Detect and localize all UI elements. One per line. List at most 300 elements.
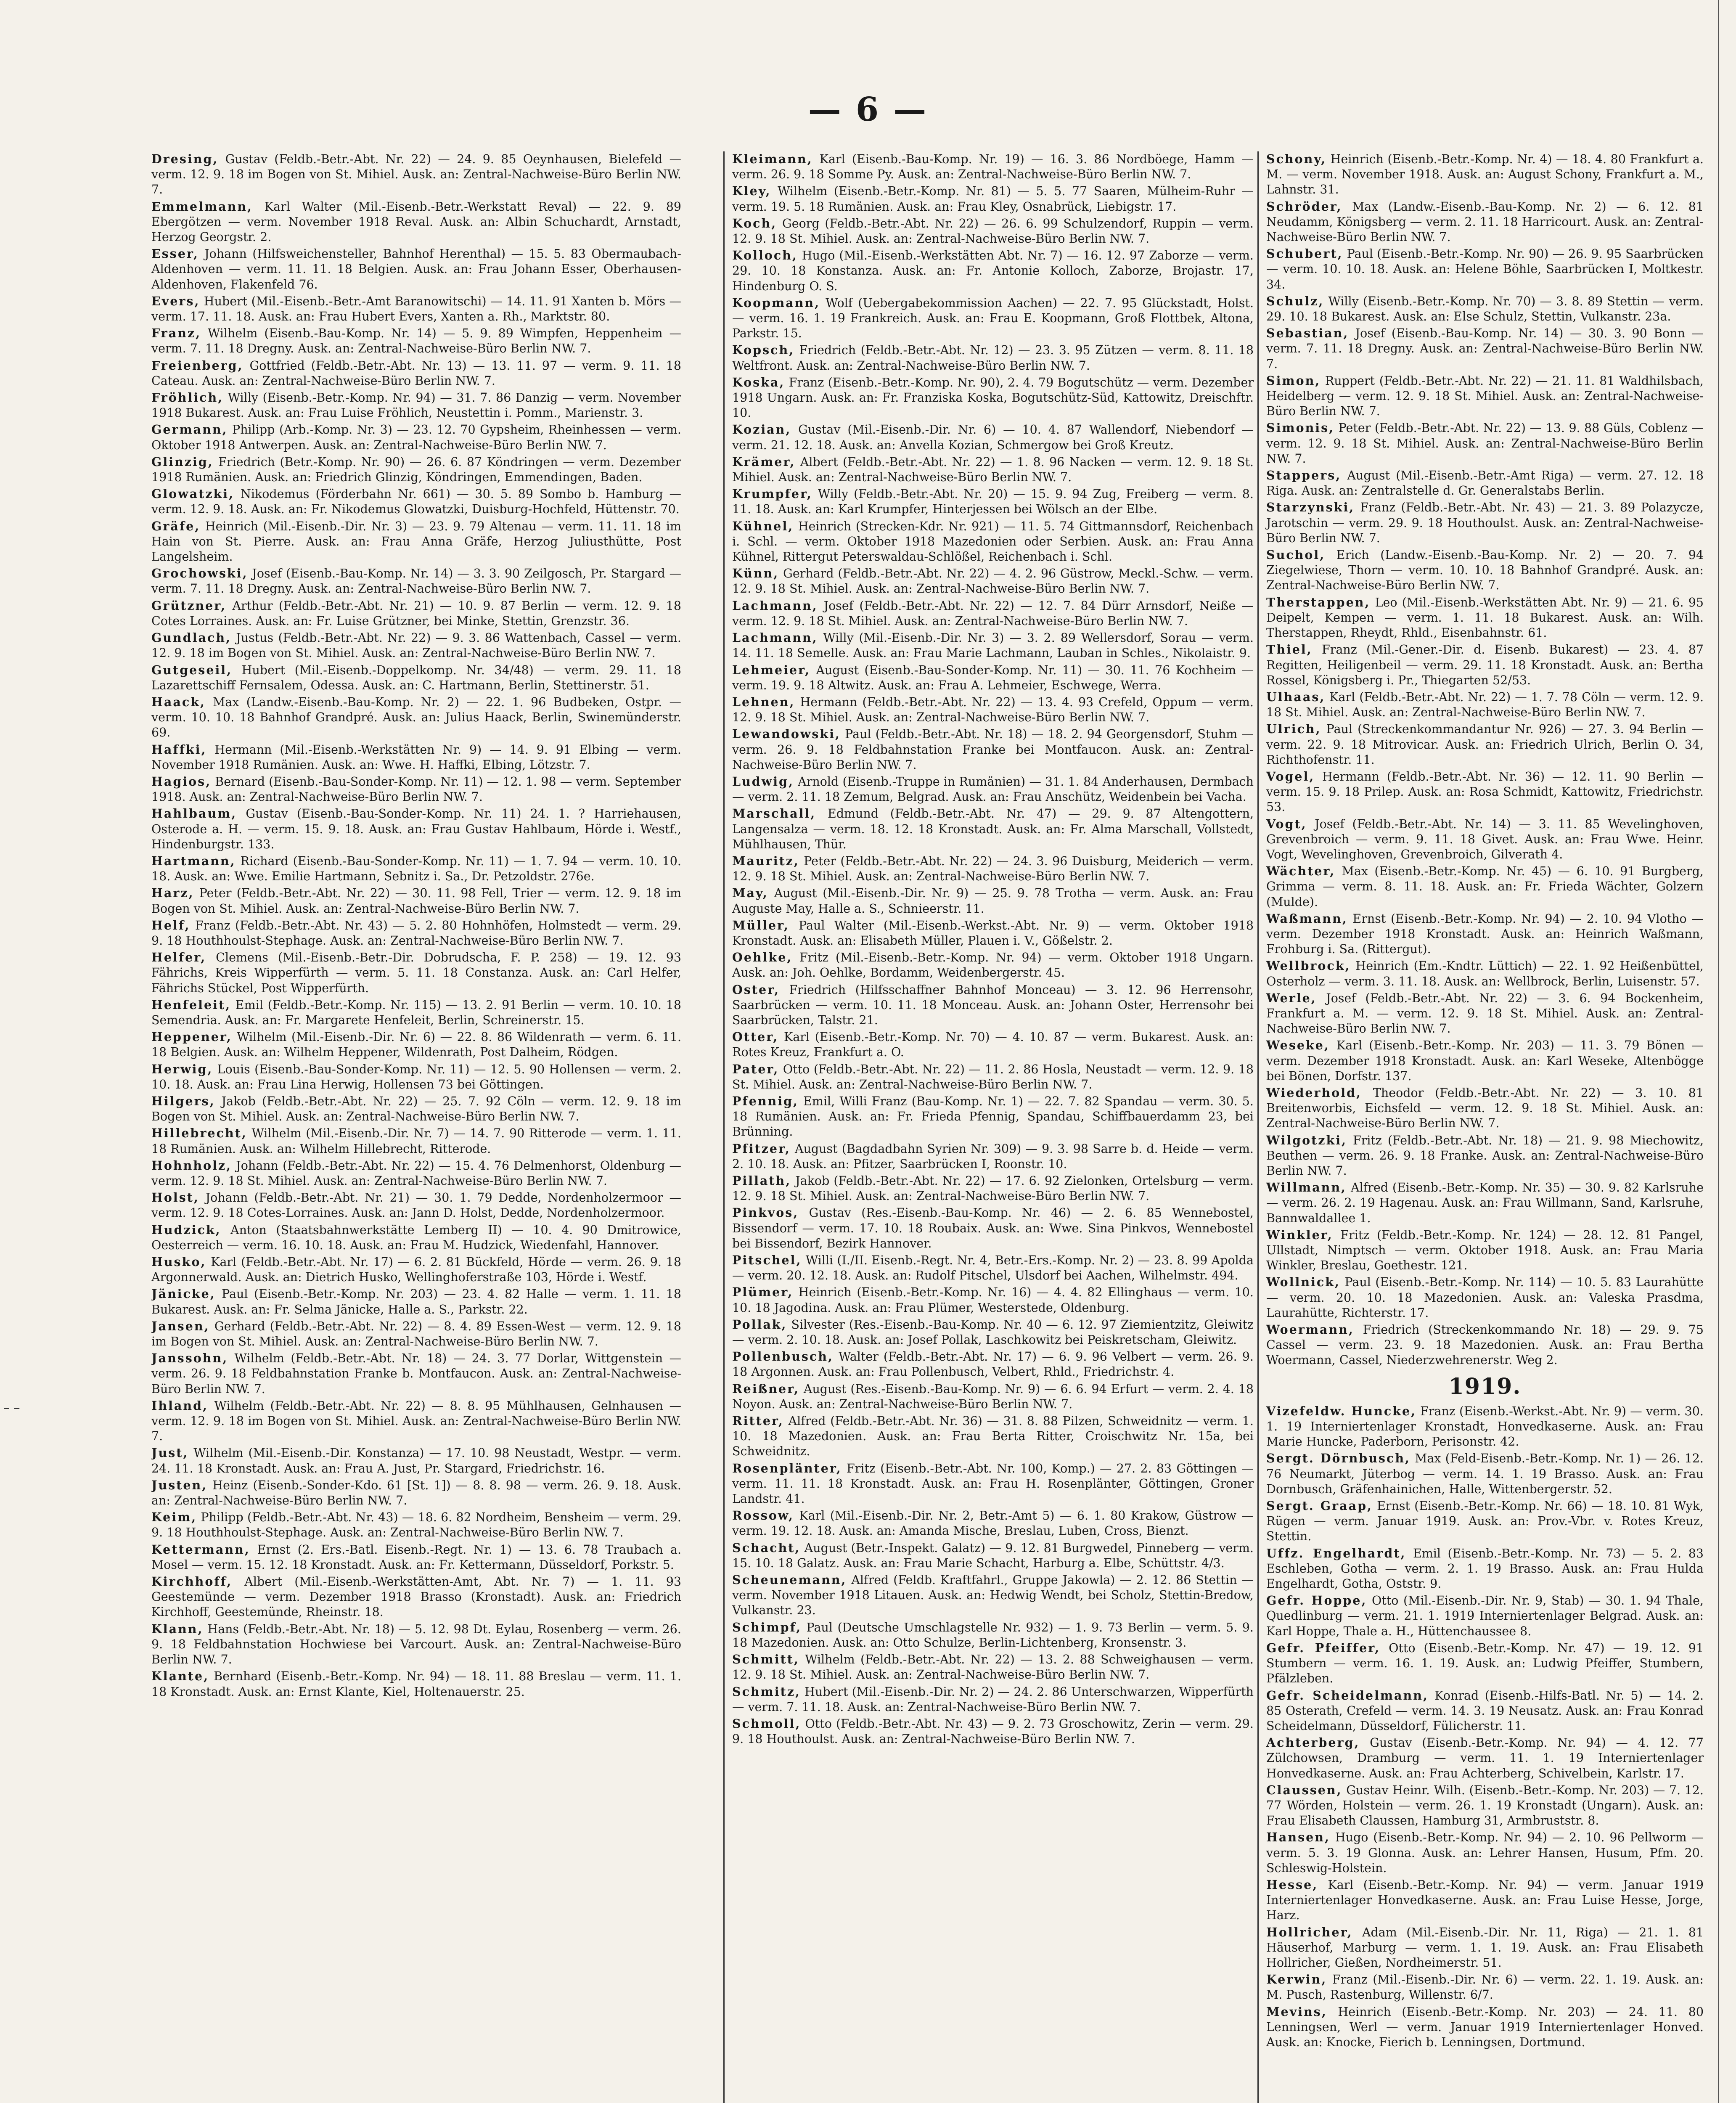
casualty-entry [151,1222,681,1253]
entry-surname: Kettermann, [151,1542,250,1557]
entry-details: Paul (Eisenb.-Betr.-Komp. Nr. 114) — 10. 5. 83 Laurahütte — verm. 20. 10. 18 Mazedonien. Ausk. an: Valeska Prasdma, Laurahütte, Richterstr. 17. [1266,1275,1704,1320]
entry-surname: Lehnen, [732,694,795,709]
entry-surname: Schubert, [1266,246,1343,261]
entry-surname: Schmitz, [732,1684,801,1699]
entry-surname: Ludwig, [732,774,794,789]
entry-surname: Wellbrock, [1266,959,1351,973]
entry-details: Emil (Feldb.-Betr.-Komp. Nr. 115) — 13. 2. 91 Berlin — verm. 10. 10. 18 Semendria. Ausk. an: Fr. Margarete Henfeleit, Berlin, Schreinerstr. 15. [151,998,681,1027]
casualty-entry [1266,595,1704,641]
entry-details: Fritz (Eisenb.-Betr.-Abt. Nr. 100, Komp.) — 27. 2. 83 Göttingen — verm. 11. 11. 18 Kronstadt. Ausk. an: Frau H. Rosenplänter, Göttingen, Groner Landstr. 41. [732,1461,1254,1506]
entry-details: Wilhelm (Eisenb.-Betr.-Komp. Nr. 81) — 5. 5. 77 Saaren, Mülheim-Ruhr — verm. 19. 5. 18 Rumänien. Ausk. an: Frau Kley, Osnabrück, Liebigstr. 17. [732,184,1254,214]
entry-surname: Jänicke, [151,1287,216,1301]
entry-details: Richard (Eisenb.-Bau-Sonder-Komp. Nr. 11) — 1. 7. 94 — verm. 10. 10. 18. Ausk. an: Wwe. Emilie Hartmann, Sebnitz i. Sa., Dr. Petzoldstr. 276e. [151,854,681,884]
entry-surname: Gräfe, [151,519,201,533]
entry-surname: Plümer, [732,1285,794,1300]
entry-surname: Therstappen, [1266,595,1371,609]
entry-details: August (Eisenb.-Bau-Sonder-Komp. Nr. 11) — 30. 11. 76 Kochheim — verm. 19. 9. 18 Altwitz. Ausk. an: Frau A. Lehmeier, Eschwege, Werra. [732,663,1254,692]
entry-surname: Claussen, [1266,1783,1342,1797]
entry-details: August (Res.-Eisenb.-Bau-Komp. Nr. 9) — 6. 6. 94 Erfurt — verm. 2. 4. 18 Noyon. Ausk. an: Zentral-Nachweise-Büro Berlin NW. 7. [732,1382,1254,1411]
entry-surname: Hesse, [1266,1877,1318,1892]
page-edge-line [1718,0,1719,2103]
entry-details: Clemens (Mil.-Eisenb.-Betr.-Dir. Dobrudscha, F. P. 258) — 19. 12. 93 Fährichs, Kreis Wipperfürth — verm. 5. 11. 18 Constanza. Ausk. an: Carl Helfer, Fährichs Stückel, Post Wipperfürth. [151,951,681,995]
entry-details: Gustav (Eisenb.-Bau-Sonder-Komp. Nr. 11) 24. 1. ? Harriehausen, Osterode a. H. — verm. 15. 9. 18. Ausk. an: Frau Gustav Hahlbaum, Hörde i. Westf., Hindenburgstr. 133. [151,807,681,851]
entry-surname: Sebastian, [1266,326,1349,341]
casualty-entry [1266,721,1704,768]
casualty-entry [1266,1830,1704,1876]
casualty-entry [1266,420,1704,466]
column-3 [1257,151,1704,2103]
entry-surname: Fröhlich, [151,390,224,405]
casualty-entry [1266,468,1704,498]
casualty-entry [732,342,1254,373]
entry-surname: Starzynski, [1266,500,1355,515]
entry-surname: Pater, [732,1062,779,1076]
entry-details: Wilhelm (Mil.-Eisenb.-Dir. Nr. 6) — 22. 8. 86 Wildenrath — verm. 6. 11. 18 Belgien. Ausk. an: Wilhelm Heppener, Wildenrath, Post Dalheim, Rödgen. [151,1030,681,1059]
entry-details: Karl (Feldb.-Betr.-Abt. Nr. 22) — 1. 7. 78 Cöln — verm. 12. 9. 18 St. Mihiel. Ausk. an: Zentral-Nachweise-Büro Berlin NW. 7. [1266,690,1704,720]
casualty-entry [151,774,681,805]
casualty-entry [1266,863,1704,910]
casualty-entry [732,1094,1254,1140]
entry-details: Hermann (Feldb.-Betr.-Abt. Nr. 36) — 12. 11. 90 Berlin — verm. 15. 9. 18 Prilep. Ausk. an: Rosa Schmidt, Kattowitz, Friedrichstr. 53. [1266,769,1704,814]
entry-details: Heinrich (Mil.-Eisenb.-Dir. Nr. 3) — 23. 9. 79 Altenau — verm. 11. 11. 18 im Hain von St. Pierre. Ausk. an: Frau Anna Gräfe, Herzog Juliusthütte, Post Langelsheim. [151,519,681,564]
casualty-entry [1266,1783,1704,1829]
entry-details: Hubert (Mil.-Eisenb.-Doppelkomp. Nr. 34/48) — verm. 29. 11. 18 Lazarettschiff Fernsalem, Odessa. Ausk. an: C. Hartmann, Berlin, Stettinerstr. 51. [151,663,681,692]
entry-surname: Oster, [732,982,780,997]
entry-details: Karl (Eisenb.-Betr.-Komp. Nr. 203) — 11. 3. 79 Bönen — verm. Dezember 1918 Kronstadt. Ausk. an: Karl Weseke, Altenbögge bei Bönen, Dorfstr. 137. [1266,1038,1704,1083]
casualty-entry [1266,1404,1704,1450]
entry-details: Wilhelm (Feldb.-Betr.-Abt. Nr. 18) — 24. 3. 77 Dorlar, Wittgenstein — verm. 26. 9. 18 Feldbahnstation Franke b. Montfaucon. Ausk. an: Zentral-Nachweise-Büro Berlin NW. 7. [151,1351,681,1396]
casualty-entry [1266,1877,1704,1923]
entry-surname: Holst, [151,1190,199,1205]
entry-details: Alfred (Feldb.-Betr.-Abt. Nr. 36) — 31. 8. 88 Pilzen, Schweidnitz — verm. 1. 10. 18 Mazedonien. Ausk. an: Frau Berta Ritter, Croischwitz Nr. 15a, bei Schweidnitz. [732,1414,1254,1459]
casualty-entry [151,918,681,948]
casualty-entry [151,486,681,517]
entry-details: Fritz (Feldb.-Betr.-Abt. Nr. 18) — 21. 9. 98 Miechowitz, Beuthen — verm. 26. 9. 18 Franke. Ausk. an: Zentral-Nachweise-Büro Berlin NW. 7. [1266,1133,1704,1178]
entry-details: Franz (Eisenb.-Betr.-Komp. Nr. 90), 2. 4. 79 Bogutschütz — verm. Dezember 1918 Ungarn. Ausk. an: Fr. Franziska Koska, Bogutschütz-Süd, Kattowitz, Dreischftr. 10. [732,375,1254,420]
column-1 [151,151,681,2103]
casualty-entry [732,774,1254,805]
casualty-entry [151,1621,681,1668]
entry-surname: Klante, [151,1669,209,1684]
casualty-entry [151,1510,681,1540]
entry-details: Karl (Eisenb.-Betr.-Komp. Nr. 70) — 4. 10. 87 — verm. Bukarest. Ausk. an: Rotes Kreuz, Frankfurt a. O. [732,1030,1254,1059]
casualty-entry [151,1398,681,1444]
casualty-entry [151,454,681,485]
entry-details: Franz (Feldb.-Betr.-Abt. Nr. 43) — 21. 3. 89 Polazycze, Jarotschin — verm. 29. 9. 18 Houthoulst. Ausk. an: Zentral-Nachweise-Büro Berlin NW. 7. [1266,501,1704,545]
entry-details: Otto (Mil.-Eisenb.-Dir. Nr. 9, Stab) — 30. 1. 94 Thale, Quedlinburg — verm. 21. 1. 1919 Interniertenlager Belgrad. Ausk. an: Karl Hoppe, Thale a. H., Hüttenchaussee 8. [1266,1594,1704,1638]
entry-details: Karl (Eisenb.-Betr.-Komp. Nr. 94) — verm. Januar 1919 Interniertenlager Honvedkaserne. Ausk. an: Frau Luise Hesse, Jorge, Harz. [1266,1878,1704,1923]
entry-surname: Grochowski, [151,566,248,581]
entry-details: Jakob (Feldb.-Betr.-Abt. Nr. 22) — 17. 6. 92 Zielonken, Ortelsburg — verm. 12. 9. 18 St. Mihiel. Ausk. an: Zentral-Nachweise-Büro Berlin NW. 7. [732,1174,1254,1203]
entry-details: Emil, Willi Franz (Bau-Komp. Nr. 1) — 22. 7. 82 Spandau — verm. 30. 5. 18 Rumänien. Ausk. an: Fr. Frieda Pfennig, Spandau, Schiffbauerdamm 23, bei Brünning. [732,1094,1254,1139]
entry-details: Alfred (Eisenb.-Betr.-Komp. Nr. 35) — 30. 9. 82 Karlsruhe — verm. 26. 2. 19 Hagenau. Ausk. an: Frau Willmann, Sand, Karlsruhe, Bannwaldallee 1. [1266,1181,1704,1225]
casualty-entry [1266,1038,1704,1084]
casualty-entry [151,246,681,292]
column-2 [723,151,1254,2103]
casualty-entry [732,630,1254,661]
entry-surname: Wilgotzki, [1266,1133,1347,1147]
entry-details: Gerhard (Feldb.-Betr.-Abt. Nr. 22) — 8. 4. 89 Essen-West — verm. 12. 9. 18 im Bogen von St. Mihiel. Ausk. an: Zentral-Nachweise-Büro Berlin NW. 7. [151,1319,681,1349]
entry-details: Erich (Landw.-Eisenb.-Bau-Komp. Nr. 2) — 20. 7. 94 Ziegelwiese, Thorn — verm. 10. 10. 18 Bahnhof Grandpré. Ausk. an: Zentral-Nachweise-Büro Berlin NW. 7. [1266,548,1704,593]
entry-details: Johann (Feldb.-Betr.-Abt. Nr. 22) — 15. 4. 76 Delmenhorst, Oldenburg — verm. 12. 9. 18 St. Mihiel. Ausk. an: Zentral-Nachweise-Büro Berlin NW. 7. [151,1158,681,1188]
entry-details: Ernst (Eisenb.-Betr.-Komp. Nr. 94) — 2. 10. 94 Vlotho — verm. Dezember 1918 Kronstadt. Ausk. an: Heinrich Waßmann, Frohburg i. Sa. (Rittergut). [1266,911,1704,956]
entry-surname: Helfer, [151,950,206,965]
entry-details: Arnold (Eisenb.-Truppe in Rumänien) — 31. 1. 84 Anderhausen, Dermbach — verm. 2. 11. 18 Zemum, Belgrad. Ausk. an: Frau Anschütz, Weidenbein bei Vacha. [732,774,1254,804]
entry-details: Heinrich (Strecken-Kdr. Nr. 921) — 11. 5. 74 Gittmannsdorf, Reichenbach i. Schl. — verm. Oktober 1918 Mazedonien oder Serbien. Ausk. an: Frau Anna Kühnel, Rittergut Peterswaldau-Schlößel, Reichenbach i. Schl. [732,519,1254,564]
entry-surname: Evers, [151,294,200,308]
entry-surname: Pitschel, [732,1253,802,1268]
casualty-entry [1266,547,1704,593]
entry-details: Willy (Eisenb.-Betr.-Komp. Nr. 70) — 3. 8. 89 Stettin — verm. 29. 10. 18 Bukarest. Ausk. an: Else Schulz, Stettin, Vulkanstr. 23a. [1266,294,1704,324]
casualty-entry [732,1572,1254,1618]
casualty-entry [732,1205,1254,1251]
casualty-entry [151,598,681,629]
casualty-entry [151,950,681,996]
entry-details: Gustav (Mil.-Eisenb.-Dir. Nr. 6) — 10. 4. 87 Wallendorf, Niebendorf — verm. 21. 12. 18. Ausk. an: Anvella Kozian, Schmergow bei Groß Kreutz. [732,423,1254,452]
entry-details: Friedrich (Feldb.-Betr.-Abt. Nr. 12) — 23. 3. 95 Zützen — verm. 8. 11. 18 Weltfront. Ausk. an: Zentral-Nachweise-Büro Berlin NW. 7. [732,343,1254,373]
entry-surname: Werle, [1266,991,1317,1005]
entry-details: Hugo (Mil.-Eisenb.-Werkstätten Abt. Nr. 7) — 16. 12. 97 Zaborze — verm. 29. 10. 18 Konstanza. Ausk. an: Fr. Antonie Kolloch, Zaborze, Brojastr. 17, Hindenburg O. S. [732,249,1254,293]
casualty-entry [732,1029,1254,1060]
entry-surname: Gefr. Pfeiffer, [1266,1640,1381,1655]
entry-details: August (Mil.-Eisenb.-Dir. Nr. 9) — 25. 9. 78 Trotha — verm. Ausk. an: Frau Auguste May, Halle a. S., Schnieerstr. 11. [732,886,1254,916]
casualty-entry [732,662,1254,693]
casualty-entry [1266,958,1704,989]
casualty-entry [1266,991,1704,1037]
casualty-entry [151,1126,681,1156]
casualty-entry [151,151,681,198]
entry-surname: Hartmann, [151,853,236,868]
casualty-entry [151,1029,681,1060]
entry-surname: Gutgeseil, [151,662,233,677]
casualty-entry [732,183,1254,214]
casualty-entry [732,248,1254,294]
entry-surname: Jansen, [151,1319,210,1333]
entry-details: Ernst (2. Ers.-Batl. Eisenb.-Regt. Nr. 1) — 13. 6. 78 Traubach a. Mosel — verm. 15. 12. 18 Kronstadt. Ausk. an: Fr. Kettermann, Düsseldorf, Porkstr. 5. [151,1542,681,1572]
casualty-entry [732,454,1254,485]
year-heading: 1919. [1448,1373,1522,1399]
entry-surname: Schmoll, [732,1716,801,1731]
entry-surname: Vogel, [1266,769,1315,784]
casualty-entry [151,1286,681,1317]
entry-details: Josef (Eisenb.-Bau-Komp. Nr. 14) — 3. 3. 90 Zeilgosch, Pr. Stargard — verm. 7. 11. 18 Dregny. Ausk. an: Zentral-Nachweise-Büro Berlin NW. 7. [151,567,681,596]
entry-surname: Kopsch, [732,343,795,358]
entry-details: Heinrich (Eisenb.-Betr.-Komp. Nr. 4) — 18. 4. 80 Frankfurt a. M. — verm. November 1918. Ausk. an: August Schony, Frankfurt a. M., Lahnstr. 31. [1266,152,1704,197]
entry-details: Georg (Feldb.-Betr.-Abt. Nr. 22) — 26. 6. 99 Schulzendorf, Ruppin — verm. 12. 9. 18 St. Mihiel. Ausk. an: Zentral-Nachweise-Büro Berlin NW. 7. [732,216,1254,246]
entry-surname: Rossow, [732,1508,794,1523]
entry-surname: Helf, [151,918,191,932]
casualty-entry [732,885,1254,916]
entry-details: Nikodemus (Förderbahn Nr. 661) — 30. 5. 89 Sombo b. Hamburg — verm. 12. 9. 18. Ausk. an: Fr. Nikodemus Glowatzki, Duisburg-Hochfeld, Hüttenstr. 70. [151,487,681,516]
entry-details: Karl (Eisenb.-Bau-Komp. Nr. 19) — 16. 3. 86 Nordböege, Hamm — verm. 26. 9. 18 Somme Py. Ausk. an: Zentral-Nachweise-Büro Berlin NW. 7. [732,152,1254,182]
entry-details: Fritz (Mil.-Eisenb.-Betr.-Komp. Nr. 94) — verm. Oktober 1918 Ungarn. Ausk. an: Joh. Oehlke, Bordamm, Weidenbergerstr. 45. [732,951,1254,980]
entry-surname: Hollricher, [1266,1925,1353,1939]
casualty-entry [151,1319,681,1349]
casualty-entry [732,1540,1254,1571]
casualty-entry [732,1716,1254,1747]
casualty-entry [732,1620,1254,1650]
entry-details: Paul (Feldb.-Betr.-Abt. Nr. 18) — 18. 2. 94 Georgensdorf, Stuhm — verm. 26. 9. 18 Feldbahnstation Franke bei Montfaucon. Ausk. an: Zentral-Nachweise-Büro Berlin NW. 7. [732,727,1254,772]
entry-surname: Pfitzer, [732,1141,791,1156]
entry-surname: Germann, [151,422,228,437]
entry-details: Bernhard (Eisenb.-Betr.-Komp. Nr. 94) — 18. 11. 88 Breslau — verm. 11. 1. 18 Kronstadt. Ausk. an: Ernst Klante, Kiel, Holtenauerstr. 25. [151,1669,681,1699]
casualty-entry [732,1285,1254,1315]
casualty-entry [151,1669,681,1699]
entry-details: Leo (Mil.-Eisenb.-Werkstätten Abt. Nr. 9) — 21. 6. 95 Deipelt, Kempen — verm. 1. 11. 18 Bukarest. Ausk. an: Wilh. Therstappen, Rheydt, Rhld., Eisenbahnstr. 61. [1266,595,1704,640]
casualty-entry [1266,1593,1704,1639]
casualty-entry [151,199,681,245]
entry-details: Friedrich (Betr.-Komp. Nr. 90) — 26. 6. 87 Köndringen — verm. Dezember 1918 Rumänien. Ausk. an: Friedrich Glinzig, Köndringen, Emmendingen, Baden. [151,455,681,485]
entry-details: Adam (Mil.-Eisenb.-Dir. Nr. 11, Riga) — 21. 1. 81 Häuserhof, Marburg — verm. 1. 1. 19. Ausk. an: Frau Elisabeth Hollricher, Gießen, Nordheimerstr. 51. [1266,1925,1704,1970]
entry-details: Hermann (Feldb.-Betr.-Abt. Nr. 22) — 13. 4. 93 Crefeld, Oppum — verm. 12. 9. 18 St. Mihiel. Ausk. an: Zentral-Nachweise-Büro Berlin NW. 7. [732,695,1254,725]
entry-surname: Woermann, [1266,1322,1354,1337]
entry-surname: Schröder, [1266,199,1342,214]
casualty-entry [1266,151,1704,198]
entry-surname: Wollnick, [1266,1275,1340,1290]
entry-details: August (Betr.-Inspekt. Galatz) — 9. 12. 81 Burgwedel, Pinneberg — verm. 15. 10. 18 Galatz. Ausk. an: Frau Marie Schacht, Harburg a. Elbe, Schüttstr. 4/3. [732,1541,1254,1570]
entry-details: Gerhard (Feldb.-Betr.-Abt. Nr. 22) — 4. 2. 96 Güstrow, Meckl.-Schw. — verm. 12. 9. 18 St. Mihiel. Ausk. an: Zentral-Nachweise-Büro Berlin NW. 7. [732,567,1254,596]
entry-surname: Koska, [732,375,785,389]
entry-details: Jakob (Feldb.-Betr.-Abt. Nr. 22) — 25. 7. 92 Cöln — verm. 12. 9. 18 im Bogen von St. Mihiel. Ausk. an: Zentral-Nachweise-Büro Berlin NW. 7. [151,1094,681,1124]
page-number: — 6 — [808,90,928,129]
entry-details: Heinrich (Em.-Kndtr. Lüttich) — 22. 1. 92 Heißenbüttel, Osterholz — verm. 3. 11. 18. Ausk. an: Wellbrock, Berlin, Luisenstr. 57. [1266,959,1704,988]
entry-surname: Lachmann, [732,598,818,613]
entry-surname: Müller, [732,918,789,932]
entry-surname: May, [732,886,768,901]
entry-details: Theodor (Feldb.-Betr.-Abt. Nr. 22) — 3. 10. 81 Breitenworbis, Eichsfeld — verm. 12. 9. 18 St. Mihiel. Ausk. an: Zentral-Nachweise-Büro Berlin NW. 7. [1266,1086,1704,1131]
entry-surname: Marschall, [732,806,816,821]
casualty-entry [1266,1925,1704,1971]
entry-surname: Hilgers, [151,1094,215,1108]
entry-surname: Ulhaas, [1266,689,1326,704]
casualty-entry [1266,642,1704,688]
casualty-entry [151,1190,681,1221]
casualty-entry [151,1062,681,1092]
entry-surname: Mevins, [1266,2004,1327,2019]
casualty-entry [732,950,1254,980]
entry-details: Willi (I./II. Eisenb.-Regt. Nr. 4, Betr.-Ers.-Komp. Nr. 2) — 23. 8. 99 Apolda — verm. 20. 12. 18. Ausk. an: Rudolf Pitschel, Ulsdorf bei Aachen, Wilhelmstr. 494. [732,1253,1254,1283]
entry-surname: Glinzig, [151,454,214,469]
entry-surname: Dresing, [151,152,219,166]
entry-surname: Glowatzki, [151,487,235,501]
entry-surname: Ulrich, [1266,722,1321,736]
casualty-entry [151,1254,681,1285]
entry-details: Gustav (Res.-Eisenb.-Bau-Komp. Nr. 46) — 2. 6. 85 Wennebostel, Bissendorf — verm. 17. 10. 18 Roubaix. Ausk. an: Wwe. Sina Pinkvos, Wennebostel bei Bissendorf, Bezirk Hannover. [732,1206,1254,1250]
entry-surname: Waßmann, [1266,911,1348,926]
casualty-entry [151,294,681,324]
entry-surname: Vogt, [1266,816,1307,831]
entry-details: Karl Walter (Mil.-Eisenb.-Betr.-Werkstatt Reval) — 22. 9. 89 Ebergötzen — verm. November 1918 Reval. Ausk. an: Albin Schuchardt, Arnstadt, Herzog Georgstr. 2. [151,199,681,244]
casualty-entry [732,1062,1254,1092]
entry-surname: Esser, [151,246,199,261]
casualty-entry [151,853,681,884]
casualty-entry [1266,1451,1704,1497]
entry-surname: Schulz, [1266,294,1324,308]
entry-details: Wilhelm (Feldb.-Betr.-Abt. Nr. 22) — 8. 8. 95 Mühlhausen, Gelnhausen — verm. 12. 9. 18 im Bogen von St. Mihiel. Ausk. an: Zentral-Nachweise-Büro Berlin NW. 7. [151,1398,681,1443]
entry-details: Heinrich (Eisenb.-Betr.-Komp. Nr. 203) — 24. 11. 80 Lenningsen, Werl — verm. Januar 1919 Interniertenlager Honved. Ausk. an: Knocke, Fierich b. Lenningsen, Dortmund. [1266,2005,1704,2049]
entry-details: Arthur (Feldb.-Betr.-Abt. Nr. 21) — 10. 9. 87 Berlin — verm. 12. 9. 18 Cotes Lorraines. Ausk. an: Fr. Luise Grützner, bei Minke, Stettin, Grenzstr. 36. [151,599,681,628]
casualty-entry [1266,199,1704,245]
entry-details: Edmund (Feldb.-Betr.-Abt. Nr. 47) — 29. 9. 87 Altengottern, Langensalza — verm. 18. 12. 18 Kronstadt. Ausk. an: Fr. Alma Marschall, Vollstedt, Mühlhausen, Thür. [732,807,1254,851]
entry-surname: Lachmann, [732,630,818,645]
entry-details: Josef (Feldb.-Betr.-Abt. Nr. 14) — 3. 11. 85 Wevelinghoven, Grevenbroich — verm. 9. 11. 18 Givet. Ausk. an: Frau Wwe. Heinr. Vogt, Wevelinghoven, Grevenbroich, Gilverath 4. [1266,817,1704,861]
casualty-entry [151,997,681,1028]
entry-surname: Heppener, [151,1030,232,1044]
entry-surname: Scheunemann, [732,1573,847,1587]
entry-surname: Kleimann, [732,152,813,166]
entry-surname: Freienberg, [151,358,243,373]
entry-surname: Sergt. Dörnbusch, [1266,1451,1410,1466]
entry-surname: Schacht, [732,1540,801,1555]
entry-details: Albert (Feldb.-Betr.-Abt. Nr. 22) — 1. 8. 96 Nacken — verm. 12. 9. 18 St. Mihiel. Ausk. an: Zentral-Nachweise-Büro Berlin NW. 7. [732,455,1254,485]
entry-surname: Hillebrecht, [151,1126,247,1141]
entry-surname: Weseke, [1266,1038,1330,1053]
casualty-entry [1266,816,1704,863]
entry-details: Willy (Mil.-Eisenb.-Dir. Nr. 3) — 3. 2. 89 Wellersdorf, Sorau — verm. 14. 11. 18 Semelle. Ausk. an: Frau Marie Lachmann, Lauban in Schles., Nikolaistr. 9. [732,631,1254,660]
entry-details: Gottfried (Feldb.-Betr.-Abt. Nr. 13) — 13. 11. 97 — verm. 9. 11. 18 Cateau. Ausk. an: Zentral-Nachweise-Büro Berlin NW. 7. [151,358,681,388]
casualty-entry [732,519,1254,565]
casualty-entry [732,1349,1254,1380]
entry-surname: Kirchhoff, [151,1574,233,1589]
casualty-entry [1266,500,1704,546]
casualty-entry [151,422,681,453]
entry-details: Anton (Staatsbahnwerkstätte Lemberg II) — 10. 4. 90 Dmitrowice, Oesterreich — verm. 16. 10. 18. Ausk. an: Frau M. Hudzick, Wiedenfahl, Hannover. [151,1223,681,1252]
entry-surname: Sergt. Graap, [1266,1499,1373,1513]
casualty-entry [732,1381,1254,1412]
entry-surname: Hohnholz, [151,1158,232,1173]
entry-surname: Wächter, [1266,864,1336,879]
entry-surname: Justen, [151,1478,208,1492]
entry-details: Wolf (Uebergabekommission Aachen) — 22. 7. 95 Glückstadt, Holst. — verm. 16. 1. 19 Frankreich. Ausk. an: Frau E. Koopmann, Groß Flottbek, Altona, Parkstr. 15. [732,296,1254,341]
casualty-entry [1266,1322,1704,1368]
casualty-entry [732,1684,1254,1715]
casualty-entry [732,1317,1254,1348]
entry-surname: Ihland, [151,1398,208,1413]
entry-surname: Ritter, [732,1414,784,1428]
entry-surname: Gefr. Scheidelmann, [1266,1688,1429,1703]
entry-details: Philipp (Feldb.-Betr.-Abt. Nr. 43) — 18. 6. 82 Nordheim, Bensheim — verm. 29. 9. 18 Houthhoulst-Stephage. Ausk. an: Zentral-Nachweise-Büro Berlin NW. 7. [151,1510,681,1540]
entry-surname: Pinkvos, [732,1205,799,1220]
casualty-entry [1266,1640,1704,1687]
entry-surname: Hagios, [151,774,212,789]
casualty-entry [1266,1498,1704,1544]
casualty-entry [732,422,1254,453]
entry-details: Franz (Eisenb.-Werkst.-Abt. Nr. 9) — verm. 30. 1. 19 Interniertenlager Kronstadt, Honvedkaserne. Ausk. an: Frau Marie Huncke, Paderborn, Perisonstr. 42. [1266,1404,1704,1449]
casualty-entry [151,1445,681,1476]
casualty-entry [151,1094,681,1124]
entry-details: Alfred (Feldb. Kraftfahrl., Gruppe Jakowla) — 2. 12. 86 Stettin — verm. November 1918 Litauen. Ausk. an: Hedwig Wendt, bei Scholz, Stettin-Bredow, Vulkanstr. 23. [732,1573,1254,1618]
entry-surname: Emmelmann, [151,199,253,214]
casualty-entry [151,1351,681,1397]
entry-details: Peter (Feldb.-Betr.-Abt. Nr. 22) — 13. 9. 88 Güls, Coblenz — verm. 12. 9. 18 St. Mihiel. Ausk. an: Zentral-Nachweise-Büro Berlin NW. 7. [1266,421,1704,466]
entry-details: Louis (Eisenb.-Bau-Sonder-Komp. Nr. 11) — 12. 5. 90 Hollensen — verm. 2. 10. 18. Ausk. an: Frau Lina Herwig, Hollensen 73 bei Göttingen. [151,1062,681,1091]
entry-details: Paul (Eisenb.-Betr.-Komp. Nr. 90) — 26. 9. 95 Saarbrücken — verm. 10. 10. 18. Ausk. an: Helene Böhle, Saarbrücken I, Moltkestr. 34. [1266,247,1704,291]
entry-details: Wilhelm (Eisenb.-Bau-Komp. Nr. 14) — 5. 9. 89 Wimpfen, Heppenheim — verm. 7. 11. 18 Dregny. Ausk. an: Zentral-Nachweise-Büro Berlin NW. 7. [151,326,681,356]
entry-surname: Kozian, [732,422,791,437]
entry-details: Wilhelm (Feldb.-Betr.-Abt. Nr. 22) — 13. 2. 88 Schweighausen — verm. 12. 9. 18 St. Mihiel. Ausk. an: Zentral-Nachweise-Büro Berlin NW. 7. [732,1653,1254,1682]
entry-details: Justus (Feldb.-Betr.-Abt. Nr. 22) — 9. 3. 86 Wattenbach, Cassel — verm. 12. 9. 18 im Bogen von St. Mihiel. Ausk. an: Zentral-Nachweise-Büro Berlin NW. 7. [151,631,681,660]
casualty-entry [151,662,681,693]
casualty-entry [1266,2004,1704,2050]
casualty-entry [1266,294,1704,324]
entry-details: Willy (Feldb.-Betr.-Abt. Nr. 20) — 15. 9. 94 Zug, Freiberg — verm. 8. 11. 18. Ausk. an: Karl Krumpfer, Hinterjessen bei Wölsch an der Elbe. [732,487,1254,516]
casualty-entry [732,1461,1254,1507]
entry-details: Otto (Eisenb.-Betr.-Komp. Nr. 47) — 19. 12. 91 Stumbern — verm. 16. 1. 19. Ausk. an: Ludwig Pfeiffer, Stumbern, Pfälzleben. [1266,1641,1704,1686]
entry-surname: Simonis, [1266,421,1335,435]
casualty-entry [1266,1180,1704,1226]
entry-details: Gustav (Eisenb.-Betr.-Komp. Nr. 94) — 4. 12. 77 Zülchowsen, Dramburg — verm. 11. 1. 19 Interniertenlager Honvedkaserne. Ausk. an: Frau Achterberg, Schivelbein, Karlstr. 17. [1266,1736,1704,1780]
entry-details: Walter (Feldb.-Betr.-Abt. Nr. 17) — 6. 9. 96 Velbert — verm. 26. 9. 18 Argonnen. Ausk. an: Frau Pollenbusch, Velbert, Rhld., Friedrichstr. 4. [732,1350,1254,1379]
casualty-entry [151,358,681,389]
casualty-entry [1266,689,1704,720]
casualty-entry [1266,246,1704,292]
casualty-entry [151,806,681,852]
entry-details: Max (Feld-Eisenb.-Betr.-Komp. Nr. 1) — 26. 12. 76 Neumarkt, Jüterbog — verm. 14. 1. 19 Brasso. Ausk. an: Frau Dornbusch, Gräfenhainichen, Halle, Wittenbergerstr. 52. [1266,1451,1704,1496]
entry-surname: Just, [151,1446,189,1460]
casualty-entry [732,598,1254,629]
entry-surname: Koch, [732,216,777,230]
casualty-entry [732,1141,1254,1172]
entry-surname: Hansen, [1266,1830,1330,1845]
entry-details: Albert (Mil.-Eisenb.-Werkstätten-Amt, Abt. Nr. 7) — 1. 11. 93 Geestemünde — verm. Dezember 1918 Brasso (Kronstadt). Ausk. an: Friedrich Kirchhoff, Geestemünde, Rheinstr. 18. [151,1575,681,1619]
entry-surname: Lewandowski, [732,727,841,742]
entry-surname: Klann, [151,1621,204,1636]
entry-details: Hermann (Mil.-Eisenb.-Werkstätten Nr. 9) — 14. 9. 91 Elbing — verm. November 1918 Rumänien. Ausk. an: Wwe. H. Haffki, Elbing, Lötzstr. 7. [151,742,681,772]
entry-details: Max (Eisenb.-Betr.-Komp. Nr. 45) — 6. 10. 91 Burgberg, Grimma — verm. 8. 11. 18. Ausk. an: Fr. Frieda Wächter, Golzern (Mulde). [1266,864,1704,909]
casualty-entry [151,1158,681,1189]
entry-surname: Herwig, [151,1062,213,1076]
entry-surname: Hahlbaum, [151,806,237,821]
entry-details: Wilhelm (Mil.-Eisenb.-Dir. Nr. 7) — 14. 7. 90 Ritterode — verm. 1. 11. 18 Rumänien. Ausk. an: Wilhelm Hillebrecht, Ritterode. [151,1126,681,1156]
casualty-entry [1266,769,1704,815]
entry-details: Heinrich (Eisenb.-Betr.-Komp. Nr. 16) — 4. 4. 82 Ellinghaus — verm. 10. 10. 18 Jagodina. Ausk. an: Frau Plümer, Westerstede, Oldenburg. [732,1285,1254,1315]
casualty-entry [151,694,681,741]
entry-details: Heinz (Eisenb.-Sonder-Kdo. 61 [St. 1]) — 8. 8. 98 — verm. 26. 9. 18. Ausk. an: Zentral-Nachweise-Büro Berlin NW. 7. [151,1478,681,1508]
entry-details: Franz (Mil.-Eisenb.-Dir. Nr. 6) — verm. 22. 1. 19. Ausk. an: M. Pusch, Rastenburg, Willenstr. 6/7. [1266,1973,1704,2002]
entry-details: Otto (Feldb.-Betr.-Abt. Nr. 22) — 11. 2. 86 Hosla, Neustadt — verm. 12. 9. 18 St. Mihiel. Ausk. an: Zentral-Nachweise-Büro Berlin NW. 7. [732,1062,1254,1091]
entry-surname: Künn, [732,566,779,581]
entry-details: Emil (Eisenb.-Betr.-Komp. Nr. 73) — 5. 2. 83 Eschleben, Gotha — verm. 2. 1. 19 Brasso. Ausk. an: Frau Hulda Engelhardt, Gotha, Oststr. 9. [1266,1546,1704,1591]
casualty-entry [1266,1133,1704,1179]
entry-surname: Simon, [1266,373,1321,388]
entry-details: Ruppert (Feldb.-Betr.-Abt. Nr. 22) — 21. 11. 81 Waldhilsbach, Heidelberg — verm. 12. 9. 18 St. Mihiel. Ausk. an: Zentral-Nachweise-Büro Berlin NW. 7. [1266,373,1704,418]
entry-details: Ernst (Eisenb.-Betr.-Komp. Nr. 66) — 18. 10. 81 Wyk, Rügen — verm. Januar 1919. Ausk. an: Prov.-Vbr. v. Rotes Kreuz, Stettin. [1266,1499,1704,1544]
casualty-entry [151,742,681,773]
entry-surname: Winkler, [1266,1227,1333,1242]
entry-details: Franz (Feldb.-Betr.-Abt. Nr. 43) — 5. 2. 80 Hohnhöfen, Holmstedt — verm. 29. 9. 18 Houthhoulst-Stephage. Ausk. an: Zentral-Nachweise-Büro Berlin NW. 7. [151,918,681,948]
entry-details: Peter (Feldb.-Betr.-Abt. Nr. 22) — 24. 3. 96 Duisburg, Meiderich — verm. 12. 9. 18 St. Mihiel. Ausk. an: Zentral-Nachweise-Büro Berlin NW. 7. [732,854,1254,884]
entry-surname: Lehmeier, [732,662,811,677]
entry-details: Hugo (Eisenb.-Betr.-Komp. Nr. 94) — 2. 10. 96 Pellworm — verm. 5. 3. 19 Glonna. Ausk. an: Lehrer Hansen, Husum, Pfm. 20. Schleswig-Holstein. [1266,1830,1704,1875]
entry-details: Karl (Feldb.-Betr.-Abt. Nr. 17) — 6. 2. 81 Bückfeld, Hörde — verm. 26. 9. 18 Argonnerwald. Ausk. an: Dietrich Husko, Wellinghoferstraße 103, Hörde i. Westf. [151,1255,681,1285]
entry-surname: Stappers, [1266,468,1342,483]
entry-details: Hans (Feldb.-Betr.-Abt. Nr. 18) — 5. 12. 98 Dt. Eylau, Rosenberg — verm. 26. 9. 18 Feldbahnstation Hochwiese bei Varcourt. Ausk. an: Zentral-Nachweise-Büro Berlin NW. 7. [151,1622,681,1667]
casualty-entry [732,375,1254,421]
entry-surname: Schmitt, [732,1652,799,1667]
entry-details: Karl (Mil.-Eisenb.-Dir. Nr. 2, Betr.-Amt 5) — 6. 1. 80 Krakow, Güstrow — verm. 19. 12. 18. Ausk. an: Amanda Mische, Breslau, Luben, Cross, Bienzt. [732,1509,1254,1538]
casualty-entry [151,630,681,661]
entry-details: Hubert (Mil.-Eisenb.-Betr.-Amt Baranowitschi) — 14. 11. 91 Xanten b. Mörs — verm. 17. 11. 18. Ausk. an: Frau Hubert Evers, Xanten a. Rh., Marktstr. 80. [151,294,681,324]
casualty-entry [732,726,1254,773]
entry-details: Fritz (Feldb.-Betr.-Komp. Nr. 124) — 28. 12. 81 Pangel, Ullstadt, Nimptsch — verm. Oktober 1918. Ausk. an: Frau Maria Winkler, Breslau, Goethestr. 121. [1266,1228,1704,1273]
casualty-entry [1266,1546,1704,1592]
entry-surname: Mauritz, [732,853,799,868]
entry-surname: Kolloch, [732,248,798,263]
casualty-entry [1266,1085,1704,1131]
entry-surname: Krämer, [732,454,796,469]
entry-details: Gustav Heinr. Wilh. (Eisenb.-Betr.-Komp. Nr. 203) — 7. 12. 77 Wörden, Holstein — verm. 26. 1. 19 Kronstadt (Ungarn). Ausk. an: Frau Elisabeth Claussen, Hamburg 31, Armbruststr. 8. [1266,1783,1704,1828]
entry-surname: Thiel, [1266,642,1313,657]
